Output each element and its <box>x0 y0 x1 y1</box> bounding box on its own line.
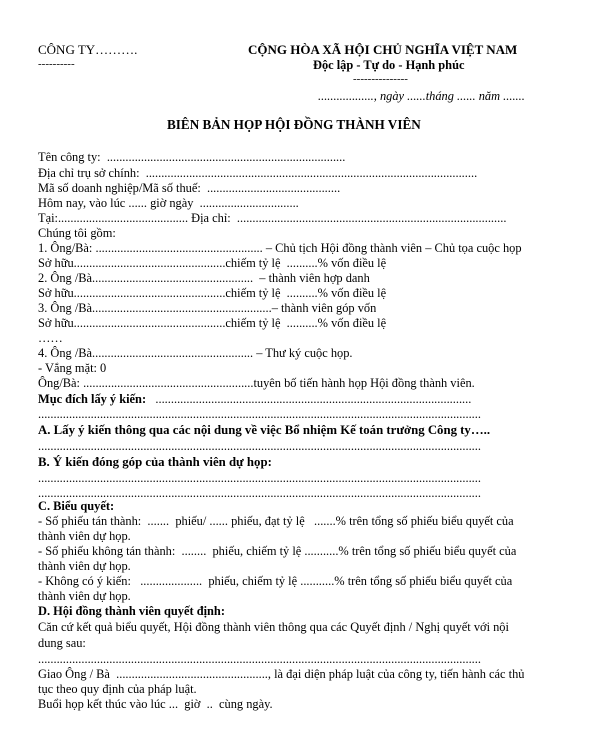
decision-cont: dung sau: <box>38 636 86 650</box>
member-3-line: 3. Ông /Bà..........................................................– thành viên góp vốn <box>38 301 377 315</box>
attendees-heading: Chúng tôi gồm: <box>38 226 116 240</box>
dotted-line: ............................................................................................................................................... <box>38 407 481 421</box>
dotted-line: ............................................................................................................................................... <box>38 486 481 500</box>
company-name-line: Tên công ty: ............................................................................. <box>38 150 346 164</box>
section-a-heading: A. Lấy ý kiến thông qua các nội dung về việc Bổ nhiệm Kế toán trưởng Công ty….. <box>38 423 491 437</box>
secretary-line: 4. Ông /Bà.................................................... – Thư ký cuộc họp. <box>38 346 353 360</box>
company-rule: ---------- <box>38 58 75 70</box>
vote-abstain-cont: thành viên dự họp. <box>38 589 131 603</box>
vote-reject-cont: thành viên dự họp. <box>38 559 131 573</box>
document-title: BIÊN BẢN HỌP HỘI ĐỒNG THÀNH VIÊN <box>167 117 421 132</box>
member-1-ownership: Sở hữu.................................................chiếm tỷ lệ ..........% vốn điều lệ <box>38 256 387 270</box>
member-2-ownership: Sở hữu.................................................chiếm tỷ lệ ..........% vốn điều lệ <box>38 286 387 300</box>
member-2-line: 2. Ông /Bà.................................................... – thành viên hợp danh <box>38 271 370 285</box>
section-d-heading: D. Hội đồng thành viên quyết định: <box>38 604 225 618</box>
dotted-line: ............................................................................................................................................... <box>38 471 481 485</box>
vote-abstain-line: - Không có ý kiến: .................... phiếu, chiếm tỷ lệ ...........% trên tổng số phiếu biểu quyết của <box>38 574 513 588</box>
vote-approve-line: - Số phiếu tán thành: ....... phiếu/ ...... phiếu, đạt tỷ lệ .......% trên tổng số phiếu biểu quyết của <box>38 514 514 528</box>
member-3-ownership: Sở hữu.................................................chiếm tỷ lệ ..........% vốn điều lệ <box>38 316 387 330</box>
section-b-heading: B. Ý kiến đóng góp của thành viên dự họp: <box>38 455 272 469</box>
dotted-line: ............................................................................................................................................... <box>38 439 481 453</box>
member-1-line: 1. Ông/Bà: ...................................................... – Chủ tịch Hội đồng thành viên – Chủ tọa cuộc họp <box>38 241 522 255</box>
motto-rule: --------------- <box>353 73 408 85</box>
vote-reject-line: - Số phiếu không tán thành: ........ phiếu, chiếm tỷ lệ ...........% trên tổng số phiếu biểu quyết của <box>38 544 517 558</box>
head-office-line: Địa chỉ trụ sở chính: ........................................................................................................... <box>38 166 478 180</box>
purpose-label: Mục đích lấy ý kiến: <box>38 392 147 406</box>
section-c-heading: C. Biểu quyết: <box>38 499 115 513</box>
decision-line: Căn cứ kết quả biểu quyết, Hội đồng thành viên thông qua các Quyết định / Nghị quyết với nội <box>38 620 509 634</box>
vote-approve-cont: thành viên dự họp. <box>38 529 131 543</box>
company-name: CÔNG TY………. <box>38 42 138 57</box>
purpose-line <box>38 392 471 407</box>
tax-code-line: Mã số doanh nghiệp/Mã số thuế: ........................................... <box>38 181 341 195</box>
purpose-fill: ...................................................................................................... <box>146 392 472 406</box>
declaration-line: Ông/Bà: .......................................................tuyên bố tiến hành họp Hội đồng thành viên. <box>38 376 475 390</box>
motto: Độc lập - Tự do - Hạnh phúc <box>313 58 465 72</box>
meeting-place-line: Tại:.......................................... Địa chỉ: ....................................................................................... <box>38 211 507 225</box>
nation-title: CỘNG HÒA XÃ HỘI CHỦ NGHĨA VIỆT NAM <box>248 42 518 57</box>
closing-line: Buổi họp kết thúc vào lúc ... giờ .. cùng ngày. <box>38 697 273 711</box>
ellipsis-line: …… <box>38 331 63 345</box>
meeting-time-line: Hôm nay, vào lúc ...... giờ ngày ................................ <box>38 196 299 210</box>
assignment-line: Giao Ông / Bà ................................................., là đại diện pháp luật của công ty, tiến hành các thủ <box>38 667 525 681</box>
absent-line: - Vắng mặt: 0 <box>38 361 107 375</box>
date-line: .................., ngày ......tháng ...... năm ....... <box>318 89 525 103</box>
dotted-line: ............................................................................................................................................... <box>38 652 481 666</box>
assignment-cont: tục theo quy định của pháp luật. <box>38 682 197 696</box>
